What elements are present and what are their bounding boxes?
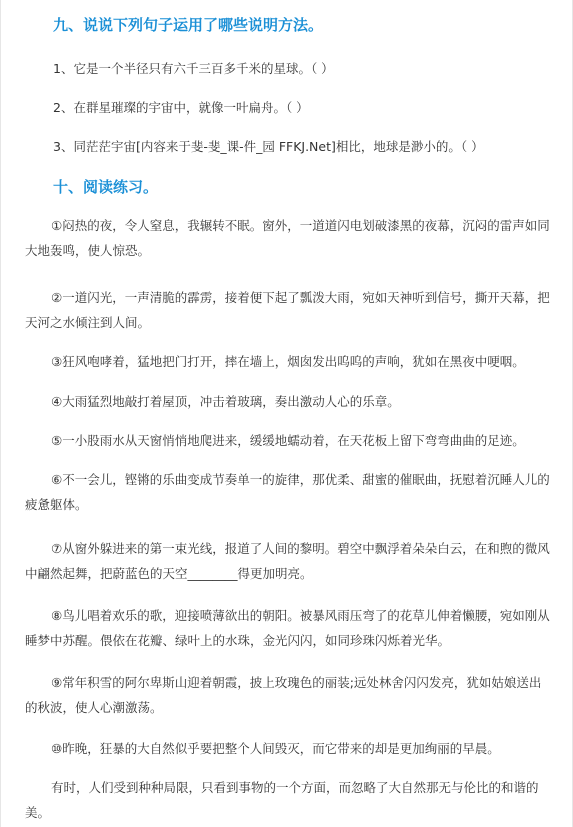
question-1: 1、它是一个半径只有六千三百多千米的星球。（ ） bbox=[53, 61, 334, 76]
question-2: 2、在群星璀璨的宇宙中，就像一叶扁舟。（ ） bbox=[53, 100, 309, 115]
reading-paragraph-10: ⑩昨晚，狂暴的大自然似乎要把整个人间毁灭，而它带来的却是更加绚丽的早晨。 bbox=[51, 741, 500, 756]
reading-paragraph-7: ⑦从窗外躲进来的第一束光线，报道了人间的黎明。碧空中飘浮着朵朵白云，在和煦的微风中翩然起舞，把蔚蓝色的天空________得更加明亮。 bbox=[25, 541, 550, 581]
reading-paragraph-3: ③狂风咆哮着，猛地把门打开，摔在墙上，烟囱发出呜呜的声响，犹如在黑夜中哽咽。 bbox=[51, 354, 525, 369]
reading-paragraph-8: ⑧鸟儿唱着欢乐的歌，迎接喷薄欲出的朝阳。被暴风雨压弯了的花草儿伸着懒腰，宛如刚从睡梦中苏醒。偎依在花瓣、绿叶上的水珠，金光闪闪，如同珍珠闪烁着光华。 bbox=[25, 608, 550, 648]
section-ten-heading: 十、阅读练习。 bbox=[53, 178, 159, 196]
question-3: 3、同茫茫宇宙[内容来于斐-斐_课-件_园 FFKJ.Net]相比，地球是渺小的。（ ） bbox=[53, 139, 484, 154]
section-nine-heading: 九、说说下列句子运用了哪些说明方法。 bbox=[53, 16, 324, 34]
reading-paragraph-1: ①闷热的夜，令人窒息，我辗转不眠。窗外，一道道闪电划破漆黑的夜幕，沉闷的雷声如同大地轰鸣，使人惊恐。 bbox=[25, 218, 550, 258]
reading-paragraph-6: ⑥不一会儿，铿锵的乐曲变成节奏单一的旋律，那优柔、甜蜜的催眠曲，抚慰着沉睡人儿的疲惫躯体。 bbox=[25, 472, 550, 512]
reading-paragraph-4: ④大雨猛烈地敲打着屋顶，冲击着玻璃，奏出激动人心的乐章。 bbox=[51, 394, 400, 409]
reading-paragraph-9: ⑨常年积雪的阿尔卑斯山迎着朝霞，披上玫瑰色的丽装;远处林舍闪闪发亮，犹如姑娘送出的秋波，使人心潮激荡。 bbox=[25, 675, 542, 715]
reading-paragraph-2: ②一道闪光，一声清脆的霹雳，接着便下起了瓢泼大雨，宛如天神听到信号，撕开天幕，把天河之水倾注到人间。 bbox=[25, 290, 550, 330]
reading-paragraph-5: ⑤一小股雨水从天窗悄悄地爬进来，缓缓地蠕动着，在天花板上留下弯弯曲曲的足迹。 bbox=[51, 433, 525, 448]
reading-conclusion-paragraph: 有时，人们受到种种局限，只看到事物的一个方面，而忽略了大自然那无与伦比的和谐的美。 bbox=[25, 780, 539, 820]
